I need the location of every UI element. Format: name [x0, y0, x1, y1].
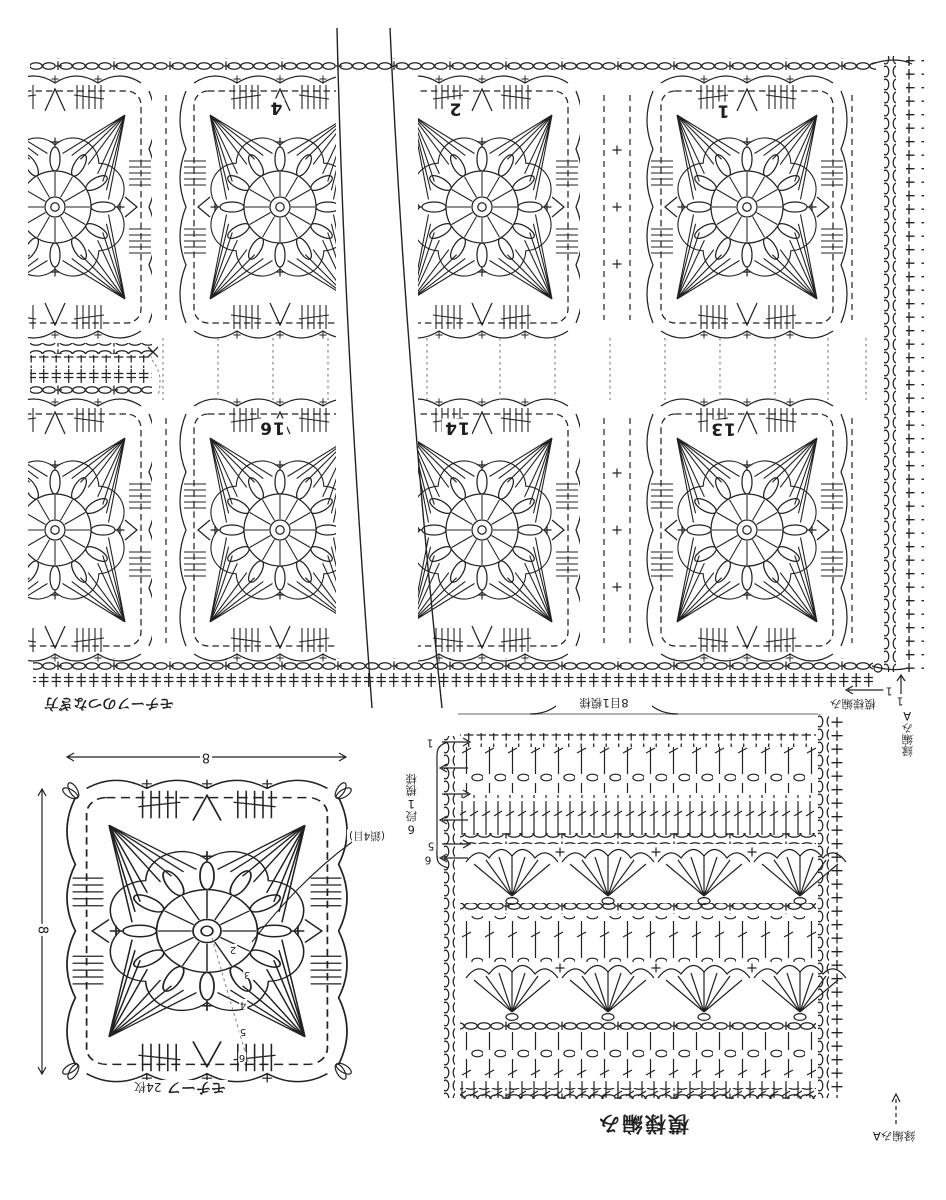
pattern-start-label: 模様編み	[830, 696, 876, 711]
motif-number-4: 4	[269, 97, 283, 118]
motif-number-13: 13	[710, 418, 736, 439]
pattern-row-number-1: 1	[426, 736, 434, 749]
motif-number-14: 14	[444, 417, 470, 438]
motif-number-1: 1	[716, 100, 730, 121]
pattern-row-number-5: 5	[427, 839, 435, 852]
motif-number-2: 2	[448, 98, 462, 119]
repeat-rows-label: 6段1模様	[404, 773, 419, 837]
pattern-row-number-6: 6	[424, 853, 432, 866]
repeat-stitches-label: 8目1模様	[579, 695, 629, 710]
edging-row-number: 1	[896, 694, 904, 707]
pattern-edging-a-label: 縁編みA	[872, 1128, 916, 1143]
round-number-6: 6	[238, 1052, 246, 1063]
motif-height-dimension: 8	[34, 925, 50, 935]
round-number-3: 3	[243, 969, 251, 980]
chain-note: (鎖4目)	[349, 829, 385, 842]
motif-chart-art	[34, 749, 354, 1082]
joining-diagram-caption: モチーフのつなぎ方	[44, 694, 174, 711]
motif-chart-count: 24枚	[134, 1080, 162, 1094]
pattern-chart-art	[437, 706, 900, 1124]
motif-chart-caption	[132, 1080, 228, 1096]
joining-diagram-art	[0, 28, 924, 711]
round-number-4: 4	[239, 999, 247, 1010]
round-number-5: 5	[239, 1026, 247, 1037]
pattern-start-row-number: 1	[885, 684, 893, 697]
motif-number-16: 16	[259, 417, 285, 438]
pattern-chart-caption: 模様編み	[597, 1111, 689, 1136]
round-number-2: 2	[229, 944, 237, 955]
motif-chart-caption-name: モチーフ	[166, 1079, 226, 1097]
edging-a-label-vertical: 縁編みA	[900, 708, 915, 758]
motif-width-dimension: 8	[201, 749, 211, 765]
